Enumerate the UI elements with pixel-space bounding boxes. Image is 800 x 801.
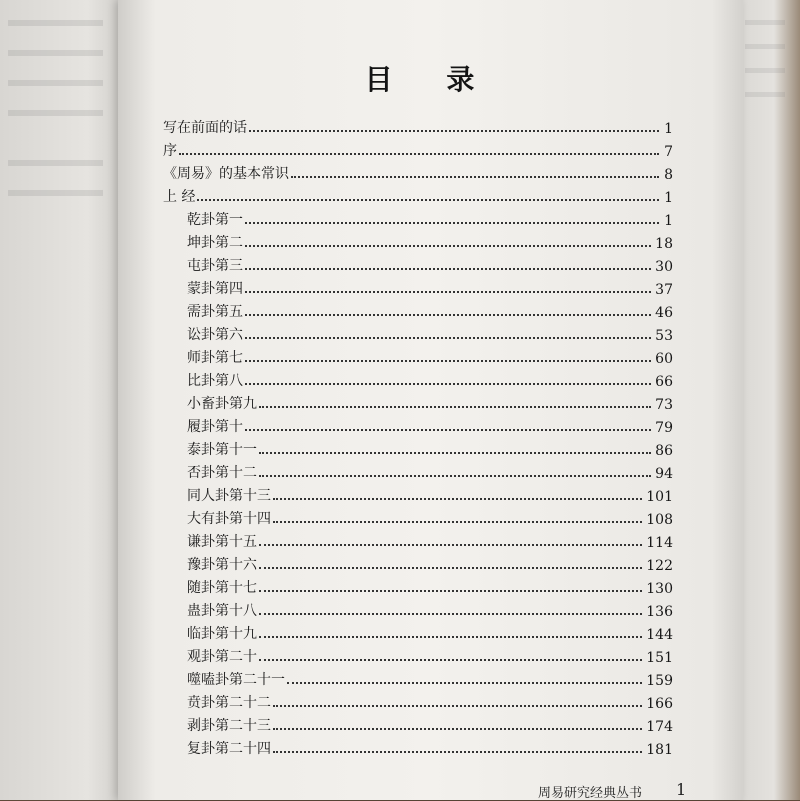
ghost-text-line <box>8 20 103 26</box>
toc-entry <box>163 206 673 229</box>
toc-entry <box>163 689 673 712</box>
dot-leader <box>273 521 642 523</box>
toc-entry-label: 讼卦第六 <box>187 327 243 343</box>
table-of-contents <box>163 114 673 758</box>
toc-entry-label: 写在前面的话 <box>163 120 247 136</box>
dot-leader <box>287 682 642 684</box>
dot-leader <box>259 567 642 569</box>
toc-entry <box>163 390 673 413</box>
toc-entry-page: 30 <box>655 259 673 275</box>
toc-entry-label: 噬嗑卦第二十一 <box>187 672 285 688</box>
page-number: 1 <box>676 780 687 799</box>
dot-leader <box>245 222 659 224</box>
toc-entry-label: 上 经 <box>163 189 196 205</box>
toc-entry <box>163 620 673 643</box>
toc-entry-page: 1 <box>664 121 673 137</box>
left-facing-page <box>0 0 125 800</box>
toc-entry-label: 泰卦第十一 <box>187 442 257 458</box>
dot-leader <box>245 337 651 339</box>
toc-entry-page: 122 <box>646 558 673 574</box>
dot-leader <box>259 659 642 661</box>
toc-entry-page: 144 <box>646 627 673 643</box>
toc-entry-label: 同人卦第十三 <box>187 488 271 504</box>
toc-entry-page: 7 <box>664 144 673 160</box>
dot-leader <box>273 498 642 500</box>
toc-entry <box>163 114 673 137</box>
right-facing-page <box>735 0 800 800</box>
toc-entry-page: 66 <box>655 374 673 390</box>
toc-entry-label: 观卦第二十 <box>187 649 257 665</box>
dot-leader <box>273 751 642 753</box>
toc-entry-label: 履卦第十 <box>187 419 243 435</box>
dot-leader <box>245 429 651 431</box>
toc-entry-label: 序 <box>163 143 177 159</box>
dot-leader <box>179 153 659 155</box>
ghost-text-line <box>745 44 785 49</box>
dot-leader <box>245 314 651 316</box>
toc-entry <box>163 712 673 735</box>
dot-leader <box>273 705 642 707</box>
book-series-footer: 周易研究经典丛书 <box>538 786 643 801</box>
toc-entry <box>163 413 673 436</box>
toc-entry-label: 临卦第十九 <box>187 626 257 642</box>
toc-entry <box>163 321 673 344</box>
toc-entry-page: 166 <box>646 696 673 712</box>
toc-entry <box>163 482 673 505</box>
ghost-text-line <box>8 110 103 116</box>
dot-leader <box>259 475 651 477</box>
toc-entry-page: 46 <box>655 305 673 321</box>
ghost-text-line <box>8 160 103 166</box>
dot-leader <box>259 590 642 592</box>
toc-entry-page: 1 <box>664 190 673 206</box>
toc-entry <box>163 137 673 160</box>
toc-entry-label: 乾卦第一 <box>187 212 243 228</box>
dot-leader <box>291 176 659 178</box>
toc-entry <box>163 505 673 528</box>
toc-entry-page: 94 <box>655 466 673 482</box>
toc-entry-label: 屯卦第三 <box>187 258 243 274</box>
toc-entry-label: 需卦第五 <box>187 304 243 320</box>
toc-entry-label: 大有卦第十四 <box>187 511 271 527</box>
toc-entry <box>163 367 673 390</box>
toc-entry-page: 101 <box>646 489 673 505</box>
toc-entry <box>163 735 673 758</box>
dot-leader <box>273 728 642 730</box>
toc-entry-label: 蛊卦第十八 <box>187 603 257 619</box>
toc-entry <box>163 528 673 551</box>
toc-entry <box>163 344 673 367</box>
toc-entry-label: 谦卦第十五 <box>187 534 257 550</box>
toc-entry-page: 53 <box>655 328 673 344</box>
toc-entry-label: 随卦第十七 <box>187 580 257 596</box>
toc-entry-label: 《周易》的基本常识 <box>163 166 289 182</box>
toc-entry-page: 151 <box>646 650 673 666</box>
ghost-text-line <box>8 190 103 196</box>
toc-entry <box>163 436 673 459</box>
toc-entry-page: 159 <box>646 673 673 689</box>
toc-entry-page: 37 <box>655 282 673 298</box>
toc-entry-page: 114 <box>646 535 673 551</box>
toc-entry-page: 136 <box>646 604 673 620</box>
dot-leader <box>197 199 659 201</box>
toc-entry-label: 贲卦第二十二 <box>187 695 271 711</box>
toc-entry-page: 18 <box>655 236 673 252</box>
toc-entry <box>163 643 673 666</box>
toc-entry-label: 蒙卦第四 <box>187 281 243 297</box>
dot-leader <box>245 383 651 385</box>
toc-entry-page: 79 <box>655 420 673 436</box>
dot-leader <box>259 613 642 615</box>
dot-leader <box>245 291 651 293</box>
toc-entry-label: 否卦第十二 <box>187 465 257 481</box>
toc-entry <box>163 597 673 620</box>
toc-entry-page: 8 <box>664 167 673 183</box>
dot-leader <box>259 452 651 454</box>
ghost-text-line <box>8 50 103 56</box>
toc-entry-page: 86 <box>655 443 673 459</box>
toc-entry <box>163 459 673 482</box>
toc-entry-label: 小畜卦第九 <box>187 396 257 412</box>
toc-entry-page: 1 <box>664 213 673 229</box>
toc-entry <box>163 298 673 321</box>
toc-entry-label: 坤卦第二 <box>187 235 243 251</box>
toc-entry-label: 豫卦第十六 <box>187 557 257 573</box>
toc-entry <box>163 275 673 298</box>
toc-entry-page: 130 <box>646 581 673 597</box>
dot-leader <box>259 544 642 546</box>
toc-entry-label: 复卦第二十四 <box>187 741 271 757</box>
dot-leader <box>245 245 651 247</box>
dot-leader <box>259 406 651 408</box>
ghost-text-line <box>8 80 103 86</box>
ghost-text-line <box>745 68 785 73</box>
ghost-text-line <box>745 92 785 97</box>
dot-leader <box>245 268 651 270</box>
dot-leader <box>259 636 642 638</box>
dot-leader <box>249 130 659 132</box>
toc-entry-page: 181 <box>646 742 673 758</box>
toc-entry <box>163 551 673 574</box>
ghost-text-line <box>745 20 785 25</box>
toc-entry <box>163 666 673 689</box>
toc-entry-page: 60 <box>655 351 673 367</box>
toc-entry <box>163 574 673 597</box>
toc-entry <box>163 252 673 275</box>
toc-entry-page: 73 <box>655 397 673 413</box>
toc-entry-page: 174 <box>646 719 673 735</box>
dot-leader <box>245 360 651 362</box>
toc-entry <box>163 229 673 252</box>
toc-entry-page: 108 <box>646 512 673 528</box>
toc-entry-label: 比卦第八 <box>187 373 243 389</box>
toc-entry <box>163 183 673 206</box>
toc-entry <box>163 160 673 183</box>
page-title: 目 录 <box>364 63 497 96</box>
toc-entry-label: 师卦第七 <box>187 350 243 366</box>
toc-entry-label: 剥卦第二十三 <box>187 718 271 734</box>
